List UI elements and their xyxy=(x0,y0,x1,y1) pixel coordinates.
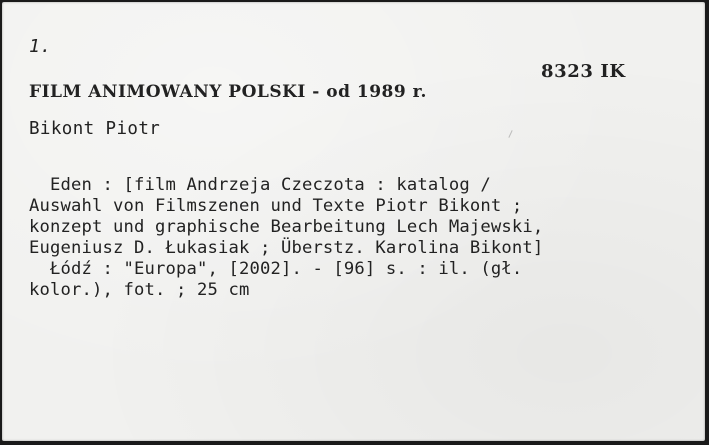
pencil-mark xyxy=(508,130,512,138)
description-line: konzept und graphische Bearbeitung Lech Majewski, xyxy=(29,217,544,237)
description-line: Eden : [film Andrzeja Czeczota : katalog / xyxy=(29,175,491,195)
description-line: Auswahl von Filmszenen und Texte Piotr Bikont ; xyxy=(29,196,523,216)
call-number: 8323 IK xyxy=(541,61,626,82)
author-name: Bikont Piotr xyxy=(29,119,161,139)
description-line: Łódź : "Europa", [2002]. - [96] s. : il. (gł. xyxy=(29,259,523,279)
catalog-card xyxy=(2,2,705,441)
card-number: 1. xyxy=(29,36,52,57)
description-line: kolor.), fot. ; 25 cm xyxy=(29,280,250,300)
bibliographic-description xyxy=(29,175,543,301)
subject-heading: FILM ANIMOWANY POLSKI - od 1989 r. xyxy=(29,82,427,102)
description-line: Eugeniusz D. Łukasiak ; Überstz. Karolina Bikont] xyxy=(29,238,544,258)
